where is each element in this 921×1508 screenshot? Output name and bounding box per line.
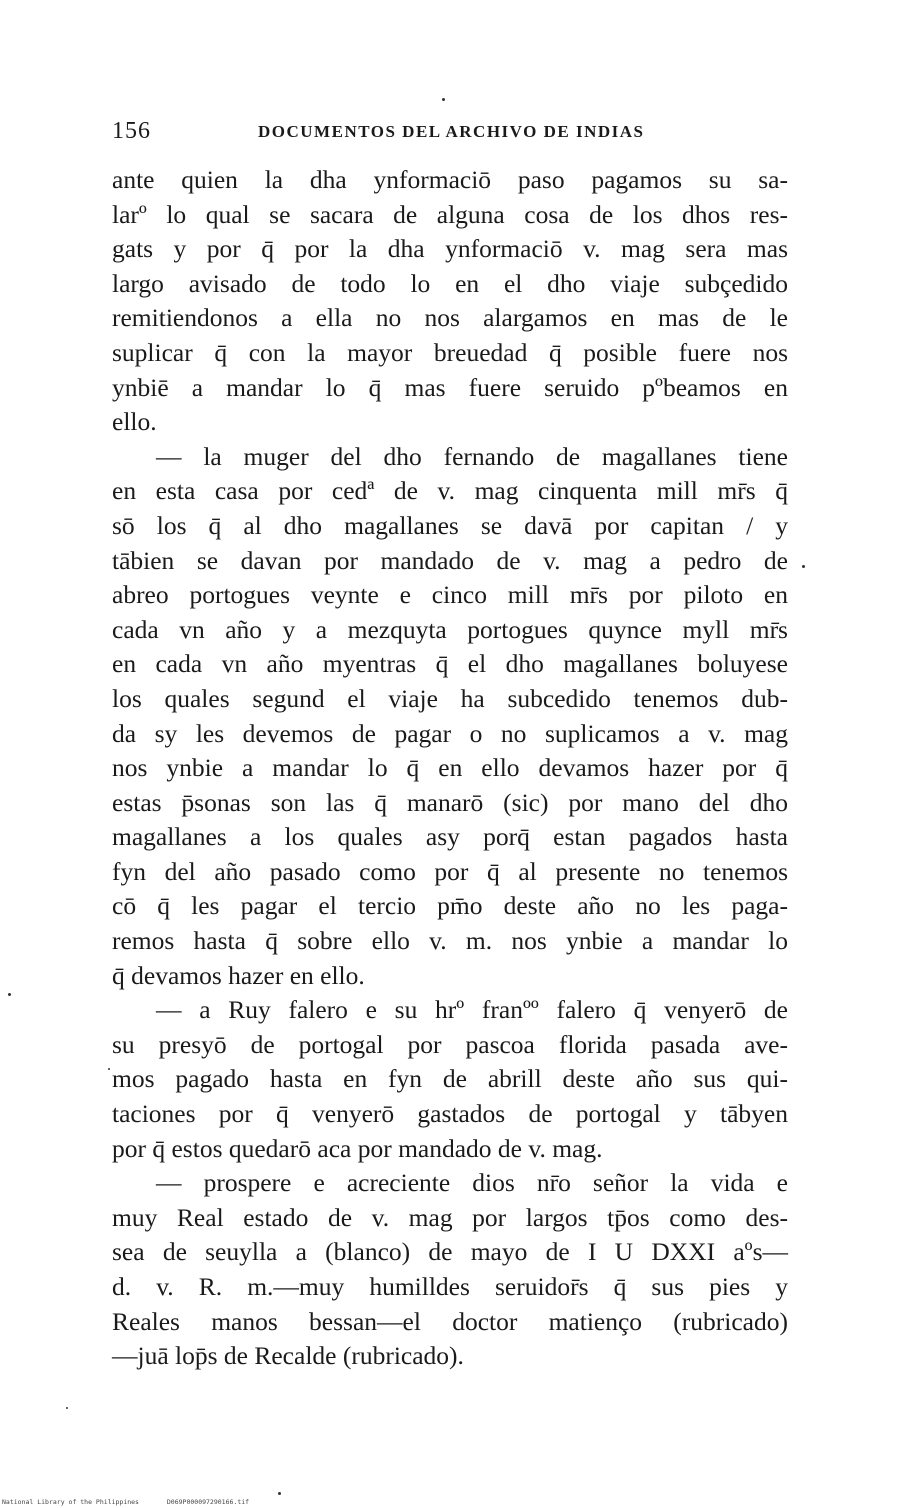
text-line: mos pagado hasta en fyn de abrill deste año sus qui-	[112, 1064, 788, 1094]
text-line: — la muger del dho fernando de magallanes tiene	[156, 441, 788, 471]
text-line: nos ynbie a mandar lo q̄ en ello devamos hazer por q̄	[112, 753, 788, 783]
text-line: tābien se davan por mandado de v. mag a pedro de	[112, 545, 788, 575]
text-line: q̄ devamos hazer en ello.	[112, 960, 365, 990]
text-line: largo avisado de todo lo en el dho viaje subçedido	[112, 268, 788, 298]
body-text	[112, 163, 788, 1374]
text-line: cō q̄ les pagar el tercio pm̄o deste año no les paga-	[112, 891, 788, 921]
text-line: estas p̄sonas son las q̄ manarō (sic) por mano del dho	[112, 787, 788, 817]
text-line: magallanes a los quales asy porq̄ estan pagados hasta	[112, 822, 788, 852]
text-line: fyn del año pasado como por q̄ al presente no tenemos	[112, 856, 788, 886]
text-line: los quales segund el viaje ha subcedido tenemos dub-	[112, 683, 788, 713]
scan-speck	[66, 1407, 68, 1409]
text-line: remitiendonos a ella no nos alargamos en mas de le	[112, 303, 788, 333]
scan-footer	[2, 1498, 273, 1506]
text-line: taciones por q̄ venyerō gastados de portogal y tābyen	[112, 1099, 788, 1129]
text-line: ello.	[112, 407, 157, 437]
text-line: muy Real estado de v. mag por largos tp̄os como des-	[112, 1202, 788, 1232]
text-line: da sy les devemos de pagar o no suplicamos a v. mag	[112, 718, 788, 748]
text-line: sea de seuylla a (blanco) de mayo de I U DXXI aºs—	[112, 1237, 788, 1267]
scan-speck	[442, 98, 445, 101]
text-line: en esta casa por cedª de v. mag cinquenta mill mr̄s q̄	[112, 476, 788, 506]
text-line: larº lo qual se sacara de alguna cosa de los dhos res-	[112, 199, 788, 229]
text-line: ante quien la dha ynformaciō paso pagamos su sa-	[112, 165, 788, 194]
text-line: sō los q̄ al dho magallanes se davā por capitan / y	[112, 510, 788, 540]
text-line: por q̄ estos quedarō aca por mandado de v. mag.	[112, 1133, 603, 1163]
file-id: D069P000097290166.tif	[166, 1498, 250, 1506]
scan-speck	[802, 565, 805, 568]
text-line: Reales manos bessan—el doctor matienço (rubricado)	[112, 1306, 788, 1336]
text-line: abreo portogues veynte e cinco mill mr̄s por piloto en	[112, 580, 788, 610]
text-line: — prospere e acreciente dios nr̄o señor la vida e	[156, 1168, 788, 1198]
scan-speck	[108, 1068, 110, 1070]
text-line: en cada vn año myentras q̄ el dho magallanes boluyese	[112, 649, 788, 679]
scan-speck	[8, 993, 11, 996]
text-line: d. v. R. m.—muy humilldes seruidor̄s q̄ sus pies y	[112, 1272, 788, 1301]
text-line: —juā lop̄s de Recalde (rubricado).	[112, 1341, 464, 1371]
text-line: remos hasta q̄ sobre ello v. m. nos ynbie a mandar lo	[112, 926, 788, 956]
text-line: suplicar q̄ con la mayor breuedad q̄ posible fuere nos	[112, 337, 788, 367]
text-line: cada vn año y a mezquyta portogues quynce myll mr̄s	[112, 614, 788, 644]
library-credit: National Library of the Philippines	[2, 1498, 139, 1506]
page-number: 156	[112, 118, 151, 144]
page-header	[112, 118, 791, 148]
scan-speck	[278, 1492, 281, 1495]
running-title: DOCUMENTOS DEL ARCHIVO DE INDIAS	[258, 122, 645, 141]
text-line: — a Ruy falero e su hrº franºº falero q̄ venyerō de	[156, 995, 788, 1025]
text-line: gats y por q̄ por la dha ynformaciō v. mag sera mas	[112, 234, 788, 264]
text-line: ynbiē a mandar lo q̄ mas fuere seruido pºbeamos en	[112, 372, 788, 402]
text-line: su presyō de portogal por pascoa florida pasada ave-	[112, 1029, 788, 1059]
